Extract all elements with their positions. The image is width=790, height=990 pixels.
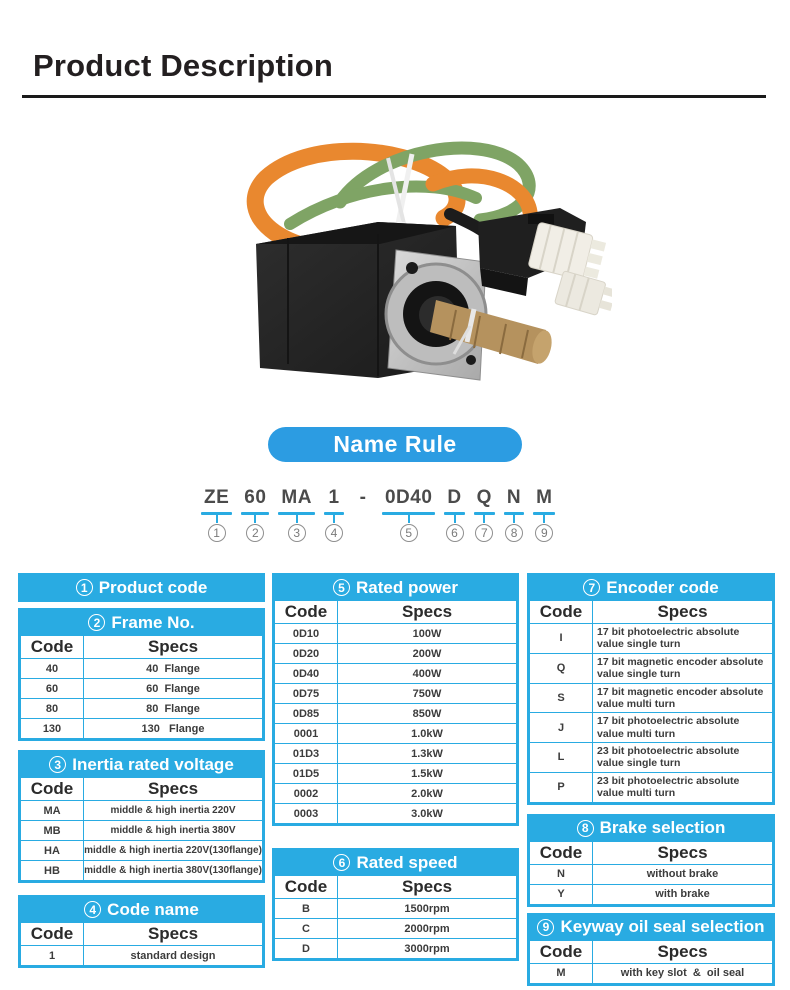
table-rated-power [272,573,519,826]
code-segment-text: - [359,487,367,508]
table-row [275,664,517,684]
specs-cell: 80 Flange [84,699,263,719]
code-cell: P [530,772,593,802]
table-row [21,841,263,861]
tables-column-2 [272,573,519,961]
specs-cell: 200W [338,644,517,664]
table-header-row [530,940,773,963]
table-title [274,575,517,600]
table-keyway-oil-seal [527,913,775,986]
table-row [21,801,263,821]
segment-number-circle: 7 [475,524,493,542]
segment-tick [296,515,298,523]
code-cell: C [275,919,338,939]
specs-cell: middle & high inertia 220V [84,801,263,821]
table-row [21,659,263,679]
code-segment-text: M [536,487,553,508]
table-title-text: Code name [107,899,199,919]
code-segment-1 [201,486,232,542]
specs-cell: 17 bit photoelectric absolute value multi turn [593,713,773,743]
table-title [20,610,263,635]
table-row [530,683,773,713]
specs-cell: with key slot & oil seal [593,963,773,983]
code-cell: 0D85 [275,704,338,724]
code-cell: 1 [21,946,84,966]
table-header-row [275,601,517,624]
code-cell: D [275,939,338,959]
number-badge: 2 [88,614,105,631]
segment-tick [483,515,485,523]
spec-table [529,841,773,905]
specs-cell: 17 bit photoelectric absolute value single turn [593,624,773,654]
specs-cell: 2.0kW [338,784,517,804]
code-cell: 01D3 [275,744,338,764]
table-row [275,704,517,724]
code-cell: 60 [21,679,84,699]
code-segment-text: ZE [204,487,230,508]
page-title: Product Description [33,48,334,83]
specs-cell: 23 bit photoelectric absolute value single turn [593,743,773,773]
table-row [275,919,517,939]
segment-tick [333,515,335,523]
segment-tick [254,515,256,523]
spec-table [274,875,517,959]
specs-cell: 1500rpm [338,899,517,919]
code-column-header: Code [530,601,593,624]
code-segment-3 [278,486,315,542]
code-cell: J [530,713,593,743]
specs-cell: standard design [84,946,263,966]
code-cell: 0D10 [275,624,338,644]
table-row [275,804,517,824]
specs-cell: 3000rpm [338,939,517,959]
table-title [529,575,773,600]
model-code-diagram [201,486,555,542]
code-cell: 0002 [275,784,338,804]
table-title [20,897,263,922]
table-row [21,699,263,719]
specs-cell: 60 Flange [84,679,263,699]
segment-tick [543,515,545,523]
screw-hole-bottom [466,355,476,365]
table-row [530,963,773,983]
table-row [275,724,517,744]
table-header-row [275,876,517,899]
table-title-text: Encoder code [606,577,719,597]
specs-column-header: Specs [338,876,517,899]
code-segment-5 [382,486,435,542]
code-column-header: Code [530,940,593,963]
table-inertia-rated-voltage [18,750,265,883]
specs-column-header: Specs [593,940,773,963]
table-title-text: Frame No. [111,612,195,632]
specs-cell: 40 Flange [84,659,263,679]
specs-cell: 3.0kW [338,804,517,824]
specs-cell: 1.3kW [338,744,517,764]
code-cell: N [530,864,593,884]
table-row [21,821,263,841]
table-row [21,679,263,699]
code-cell: I [530,624,593,654]
table-header-row [530,601,773,624]
specs-cell: middle & high inertia 220V(130flange) [84,841,263,861]
table-title-text: Rated speed [356,852,458,872]
code-column-header: Code [530,841,593,864]
segment-number-circle: 6 [446,524,464,542]
table-title [20,575,263,600]
code-segment-7 [474,486,495,542]
code-cell: 0D20 [275,644,338,664]
name-rule-banner [268,427,522,462]
code-column-header: Code [21,778,84,801]
code-segment-text: N [506,487,522,508]
code-column-header: Code [21,923,84,946]
code-cell: 80 [21,699,84,719]
specs-cell: middle & high inertia 380V(130flange) [84,861,263,881]
table-title-text: Rated power [355,577,459,597]
table-title [274,850,517,875]
code-cell: 0D40 [275,664,338,684]
code-column-header: Code [275,876,338,899]
table-header-row [530,841,773,864]
code-segment-text: D [447,487,462,508]
table-row [21,861,263,881]
segment-number-circle: 1 [208,524,226,542]
specs-cell: 17 bit magnetic encoder absolute value single turn [593,653,773,683]
code-cell: 130 [21,719,84,739]
code-segment-text: MA [281,487,312,508]
specs-cell: 130 Flange [84,719,263,739]
specs-cell: 1.5kW [338,764,517,784]
table-row [275,764,517,784]
spec-table [529,940,773,984]
table-title [529,816,773,841]
table-row [530,884,773,904]
table-header-row [21,636,263,659]
code-segment-text: 60 [244,487,267,508]
specs-cell: 17 bit magnetic encoder absolute value multi turn [593,683,773,713]
segment-tick [513,515,515,523]
segment-number-circle: 8 [505,524,523,542]
code-segment-9 [533,486,555,542]
table-frame-no [18,608,265,741]
code-cell: 40 [21,659,84,679]
segment-number-circle: 5 [400,524,418,542]
specs-cell: 1.0kW [338,724,517,744]
segment-tick [408,515,410,523]
table-row [530,743,773,773]
number-badge: 4 [84,901,101,918]
code-cell: HB [21,861,84,881]
table-title-text: Brake selection [599,818,726,837]
table-code-name [18,895,265,968]
product-photo [228,126,612,422]
table-row [275,744,517,764]
code-separator [353,486,373,542]
table-row [21,719,263,739]
table-row [275,899,517,919]
title-underline [22,95,766,98]
code-segment-4 [324,486,344,542]
code-cell: 0001 [275,724,338,744]
specs-cell: 400W [338,664,517,684]
code-cell: Y [530,884,593,904]
segment-number-circle: 3 [288,524,306,542]
segment-tick [216,515,218,523]
spec-table [274,600,517,824]
specs-column-header: Specs [84,636,263,659]
connector-plug [478,208,612,319]
code-cell: 0003 [275,804,338,824]
table-row [275,684,517,704]
specs-column-header: Specs [593,841,773,864]
code-cell: MB [21,821,84,841]
code-segment-2 [241,486,269,542]
white-connector-small [554,271,612,319]
spec-table [20,922,263,966]
table-header-row [21,778,263,801]
specs-cell: without brake [593,864,773,884]
specs-cell: middle & high inertia 380V [84,821,263,841]
code-segment-6 [444,486,464,542]
table-header-row [21,923,263,946]
specs-cell: 850W [338,704,517,724]
specs-column-header: Specs [593,601,773,624]
code-cell: MA [21,801,84,821]
table-product-code [18,573,265,602]
table-row [275,939,517,959]
code-cell: L [530,743,593,773]
table-row [21,946,263,966]
segment-number-circle: 4 [325,524,343,542]
specs-column-header: Specs [84,778,263,801]
table-encoder-code [527,573,775,805]
code-cell: M [530,963,593,983]
table-brake-selection [527,814,775,907]
specs-cell: 750W [338,684,517,704]
number-badge: 7 [583,579,600,596]
segment-number-circle: 2 [246,524,264,542]
table-title [529,915,773,940]
table-row [530,624,773,654]
code-column-header: Code [21,636,84,659]
table-title-text: Product code [98,577,208,597]
table-rated-speed [272,848,519,961]
screw-hole-top [406,262,418,274]
specs-cell: 23 bit photoelectric absolute value multi turn [593,772,773,802]
table-title-text: Keyway oil seal selection [560,917,765,936]
number-badge: 5 [333,579,350,596]
table-row [530,713,773,743]
tables-column-1 [18,573,265,968]
table-title-text: Inertia rated voltage [72,754,234,774]
code-segment-text: Q [476,487,492,508]
specs-column-header: Specs [84,923,263,946]
table-row [275,624,517,644]
servo-motor-illustration [228,126,612,422]
code-segment-text: 1 [328,487,340,508]
spec-table [20,777,263,881]
number-badge: 6 [333,854,350,871]
table-row [275,784,517,804]
code-segment-text: 0D40 [384,487,433,508]
specs-column-header: Specs [338,601,517,624]
number-badge: 1 [76,579,93,596]
table-row [530,864,773,884]
table-row [530,772,773,802]
number-badge: 8 [577,820,594,837]
specs-cell: 2000rpm [338,919,517,939]
table-title [20,752,263,777]
code-segment-8 [504,486,524,542]
specs-cell: with brake [593,884,773,904]
tables-column-3 [527,573,775,986]
code-column-header: Code [275,601,338,624]
specs-cell: 100W [338,624,517,644]
table-row [530,653,773,683]
segment-number-circle: 9 [535,524,553,542]
code-cell: S [530,683,593,713]
spec-table [529,600,773,803]
number-badge: 9 [537,919,554,936]
code-cell: B [275,899,338,919]
table-row [275,644,517,664]
banner-label: Name Rule [333,431,457,457]
code-cell: HA [21,841,84,861]
segment-tick [454,515,456,523]
number-badge: 3 [49,756,66,773]
code-cell: 0D75 [275,684,338,704]
spec-table [20,635,263,739]
code-cell: 01D5 [275,764,338,784]
code-cell: Q [530,653,593,683]
